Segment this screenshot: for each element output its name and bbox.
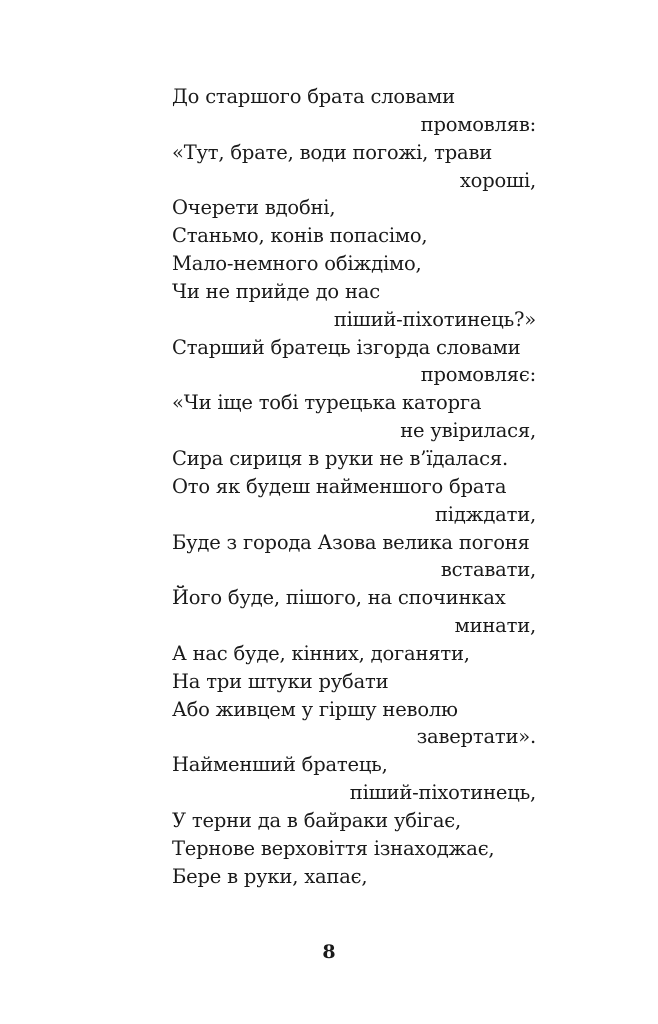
poem-line: Його буде, пішого, на спочинках	[172, 586, 506, 610]
poem-line: промовляє:	[420, 363, 536, 387]
poem-line: Тернове верховіття ізнаходжає,	[172, 836, 495, 860]
poem-line: До старшого брата словами	[172, 85, 455, 108]
poem-line: Або живцем у гіршу неволю	[172, 697, 458, 721]
poem-line: «Тут, брате, води погожі, трави	[172, 140, 493, 164]
poem-line: підждати,	[435, 502, 536, 526]
poem-line: «Чи іще тобі турецька каторга	[172, 391, 482, 415]
poem-line: Буде з города Азова велика погоня	[172, 530, 530, 554]
poem-line: хороші,	[459, 168, 536, 192]
poem-line: завертати».	[416, 725, 536, 749]
poem-line: Найменший братець,	[172, 753, 388, 777]
poem-line: піший-піхотинець?»	[333, 307, 536, 331]
poem-line: У терни да в байраки убігає,	[172, 808, 461, 832]
poem-line: На три штуки рубати	[172, 669, 389, 693]
poem-line: вставати,	[440, 558, 536, 582]
poem-text	[172, 83, 536, 890]
poem-line: Мало-немного обіждімо,	[172, 252, 422, 276]
poem-line: Станьмо, конів попасімо,	[172, 224, 428, 248]
poem-line: А нас буде, кінних, доганяти,	[172, 641, 470, 665]
poem-line: Чи не прийде до нас	[172, 279, 380, 303]
poem-line: піший-піхотинець,	[349, 781, 536, 805]
poem-line: промовляв:	[420, 112, 536, 136]
poem-line: Старший братець ізгорда словами	[172, 335, 521, 359]
poem-line: Бере в руки, хапає,	[172, 864, 368, 888]
poem-line: не увірилася,	[400, 419, 536, 443]
poem-line: минати,	[454, 614, 536, 638]
poem-line: Очерети вдобні,	[172, 196, 336, 220]
poem-line: Ото як будеш найменшого брата	[172, 474, 507, 498]
poem-line: Сира сириця в руки не в’їдалася.	[172, 446, 508, 470]
page-number: 8	[322, 941, 336, 963]
